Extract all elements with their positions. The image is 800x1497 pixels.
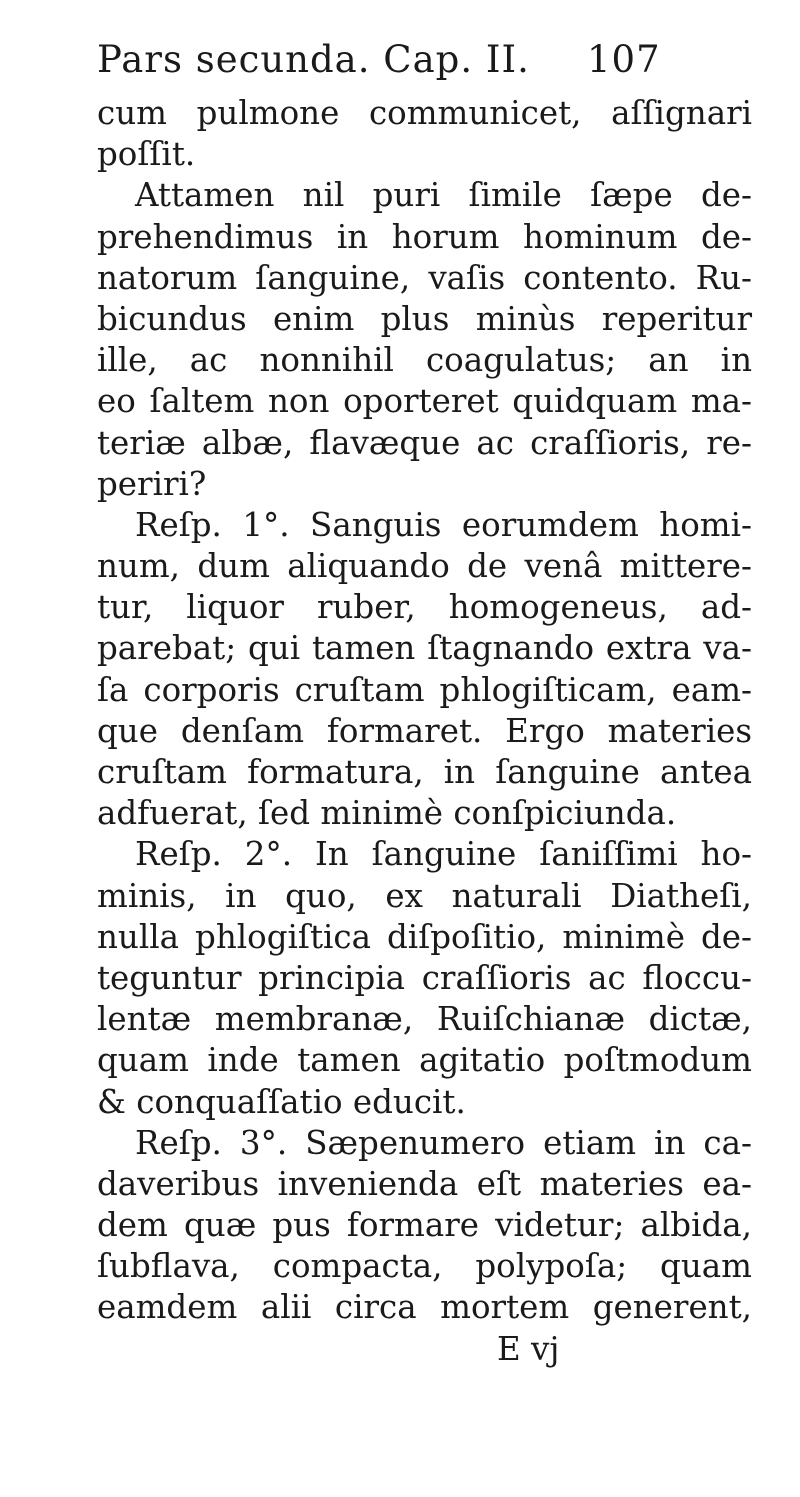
- text-line: natorum ſanguine, vaſis contento. Ru-: [97, 258, 752, 297]
- text-line: teguntur principia craſſioris ac floccu-: [97, 958, 752, 997]
- text-line: parebat; qui tamen ſtagnando extra va-: [97, 629, 752, 668]
- text-line: & conquaſſatio educit.: [97, 1082, 466, 1121]
- text-line: ſubflava, compacta, polypoſa; quam: [97, 1247, 752, 1286]
- text-line: eo ſaltem non oporteret quidquam ma-: [97, 382, 752, 421]
- text-line: ſa corporis cruſtam phlogiſticam, eam-: [97, 670, 752, 709]
- text-line: Reſp. 1°. Sanguis eorumdem homi-: [135, 505, 752, 544]
- text-line: lentæ membranæ, Ruiſchianæ dictæ,: [97, 1000, 752, 1039]
- text-line: ille, ac nonnihil coagulatus; an in: [97, 341, 752, 380]
- text-line: cruſtam formatura, in ſanguine antea: [97, 753, 752, 791]
- body-text: [97, 93, 752, 1370]
- text-line: teriæ albæ, flavæque ac craſſioris, re-: [97, 423, 752, 462]
- page-header: [97, 38, 717, 88]
- text-line: que denſam formaret. Ergo materies: [97, 711, 752, 750]
- text-line: daveribus invenienda eſt materies ea-: [97, 1164, 752, 1203]
- text-line: quam inde tamen agitatio poſtmodum: [97, 1041, 752, 1080]
- text-line: adfuerat, ſed minimè conſpiciunda.: [97, 794, 677, 833]
- text-line: Reſp. 2°. In ſanguine ſaniſſimi ho-: [135, 835, 752, 874]
- running-title: Pars secunda. Cap. II.: [97, 38, 530, 81]
- text-line: Reſp. 3°. Sæpenumero etiam in ca-: [135, 1123, 752, 1162]
- text-line: minis, in quo, ex naturali Diatheſi,: [97, 876, 752, 915]
- text-line: tur, liquor ruber, homogeneus, ad-: [97, 588, 752, 627]
- text-line: poſſit.: [97, 135, 196, 174]
- text-line: num, dum aliquando de venâ mittere-: [97, 547, 752, 586]
- text-line: cum pulmone communicet, aſſignari: [97, 94, 752, 132]
- signature-mark: E vj: [497, 1329, 560, 1368]
- text-line: bicundus enim plus minùs reperitur: [97, 299, 752, 338]
- text-line: prehendimus in horum hominum de-: [97, 217, 752, 256]
- text-line: Attamen nil puri ſimile ſæpe de-: [135, 176, 752, 215]
- text-line: dem quæ pus formare videtur; albida,: [97, 1206, 752, 1245]
- page-number: 107: [587, 38, 661, 81]
- text-line: periri?: [97, 464, 207, 503]
- text-line: nulla phlogiſtica diſpoſitio, minimè de-: [97, 917, 752, 956]
- text-line: eamdem alii circa mortem generent,: [97, 1288, 752, 1327]
